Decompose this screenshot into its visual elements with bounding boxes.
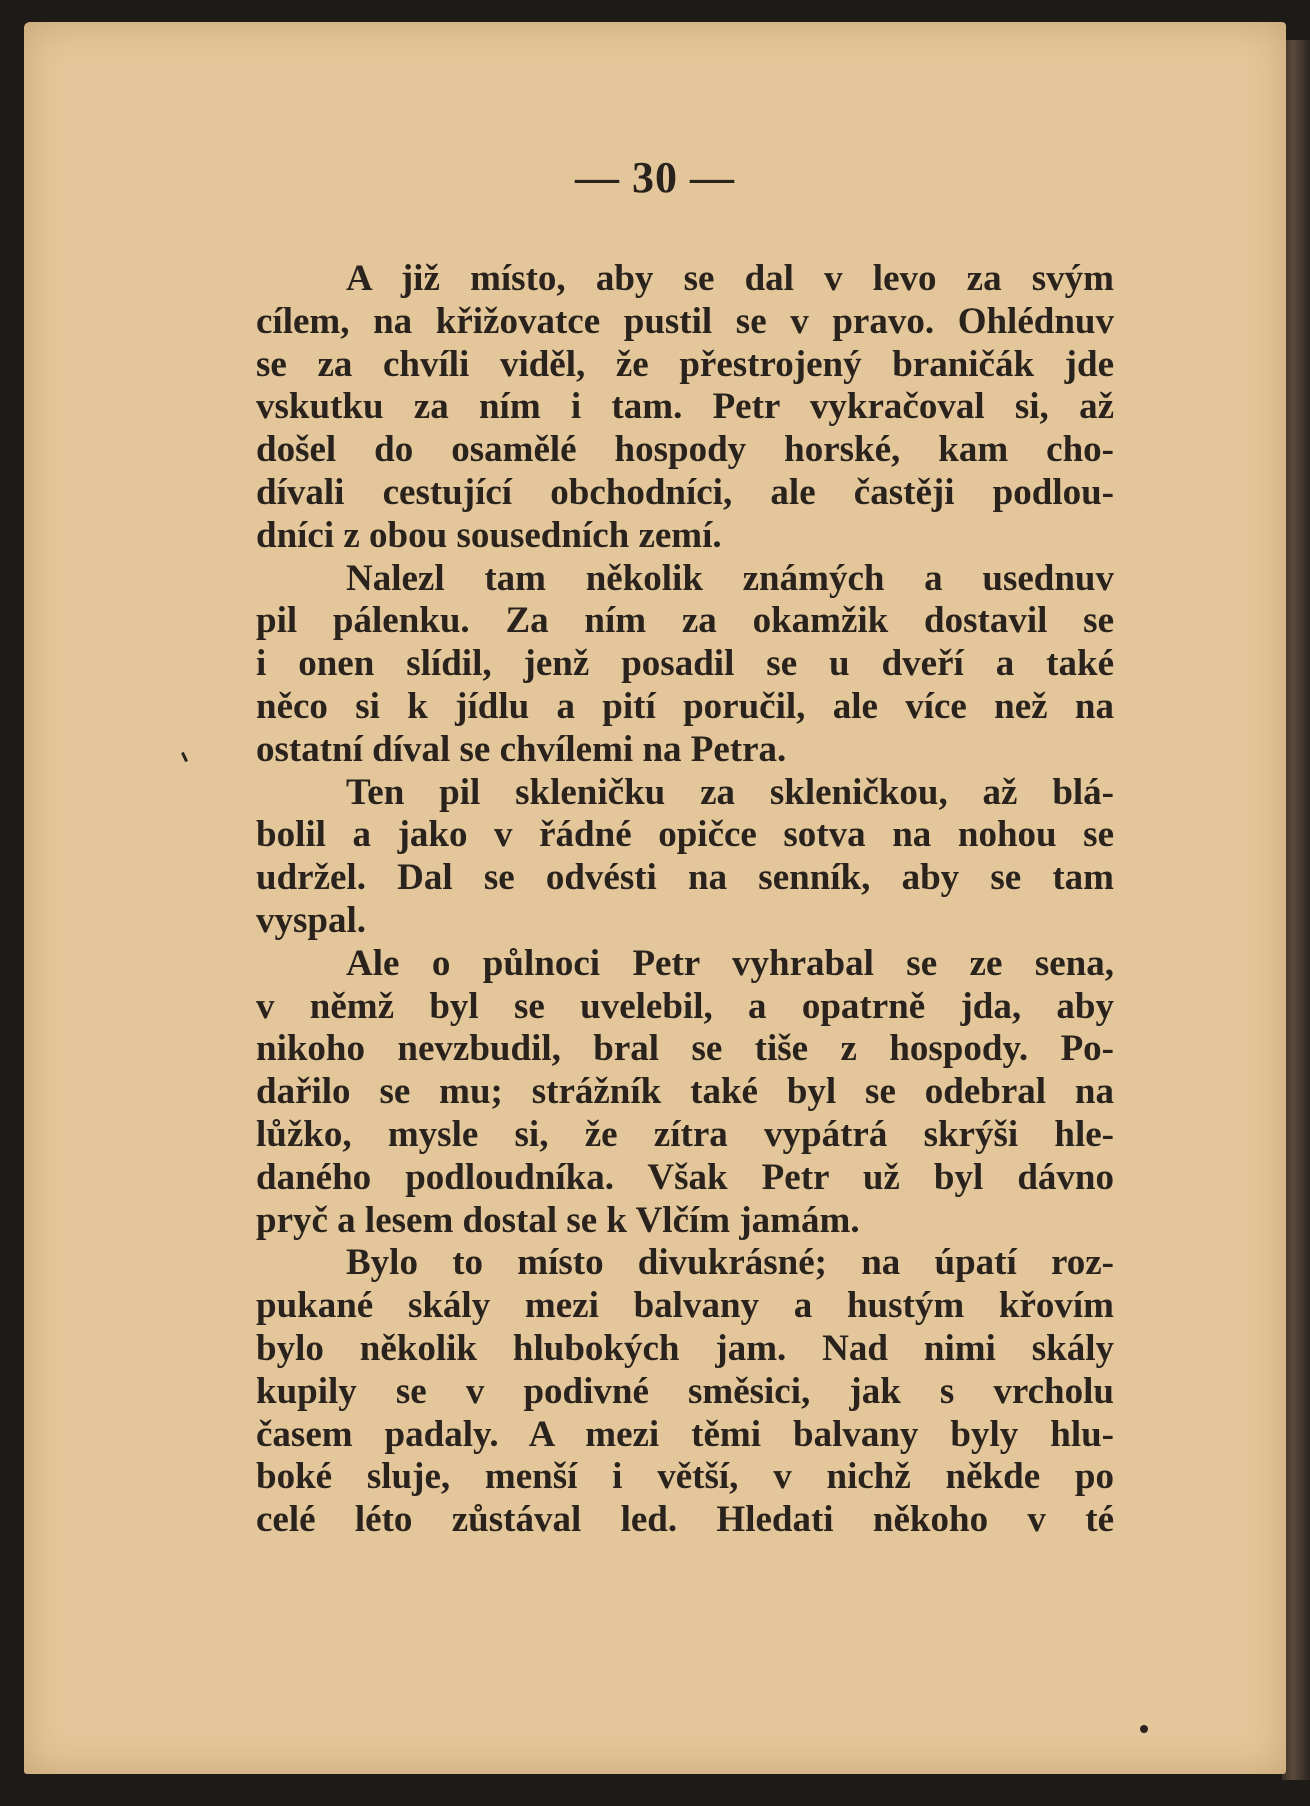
text-line: pukané skály mezi balvany a hustým křovím	[256, 1285, 1114, 1327]
page-number: — 30 —	[575, 153, 735, 202]
text-line: boké sluje, menší i větší, v nichž někde po	[256, 1456, 1114, 1498]
text-line: pil pálenku. Za ním za okamžik dostavil se	[256, 600, 1114, 642]
text-line: ostatní díval se chvílemi na Petra.	[256, 728, 787, 770]
text-line: došel do osamělé hospody horské, kam cho-	[256, 429, 1114, 471]
text-line: Ten pil skleničku za skleničkou, až blá-	[346, 771, 1114, 813]
text-line: lůžko, mysle si, že zítra vypátrá skrýši hle-	[256, 1113, 1114, 1155]
text-line: bolil a jako v řádné opičce sotva na nohou se	[256, 814, 1114, 856]
text-line: cílem, na křižovatce pustil se v pravo. Ohlédnuv	[256, 300, 1114, 342]
text-line: dařilo se mu; strážník také byl se odebral na	[256, 1071, 1114, 1113]
text-line: v němž byl se uvelebil, a opatrně jda, aby	[256, 985, 1114, 1027]
text-line: dívali cestující obchodníci, ale častěji podlou-	[256, 471, 1114, 513]
text-line: časem padaly. A mezi těmi balvany byly hlu-	[256, 1413, 1114, 1455]
text-line: vyspal.	[256, 899, 367, 941]
text-line: dníci z obou sousedních zemí.	[256, 514, 722, 556]
text-line: celé léto zůstával led. Hledati někoho v té	[256, 1499, 1114, 1541]
text-line: A již místo, aby se dal v levo za svým	[346, 258, 1114, 299]
text-line: něco si k jídlu a pití poručil, ale více než na	[256, 685, 1114, 727]
text-line: se za chvíli viděl, že přestrojený braničák jde	[256, 343, 1114, 385]
text-line: nikoho nevzbudil, bral se tiše z hospody. Po-	[256, 1028, 1114, 1070]
text-line: kupily se v podivné směsici, jak s vrcholu	[256, 1370, 1114, 1412]
text-line: vskutku za ním i tam. Petr vykračoval si, až	[256, 386, 1114, 428]
ink-dot	[1140, 1725, 1148, 1733]
text-line: Ale o půlnoci Petr vyhrabal se ze sena,	[346, 942, 1114, 984]
text-line: Nalezl tam několik známých a usednuv	[346, 557, 1114, 599]
text-line: i onen slídil, jenž posadil se u dveří a také	[256, 643, 1114, 685]
text-line: pryč a lesem dostal se k Vlčím jamám.	[256, 1199, 860, 1241]
body-text	[256, 258, 1114, 1542]
text-line: udržel. Dal se odvésti na senník, aby se tam	[256, 857, 1114, 899]
text-line: Bylo to místo divukrásné; na úpatí roz-	[346, 1242, 1114, 1284]
text-line: bylo několik hlubokých jam. Nad nimi skály	[256, 1327, 1114, 1369]
book-spine-edge	[1282, 40, 1310, 1780]
text-line: daného podloudníka. Však Petr už byl dávno	[256, 1156, 1114, 1198]
